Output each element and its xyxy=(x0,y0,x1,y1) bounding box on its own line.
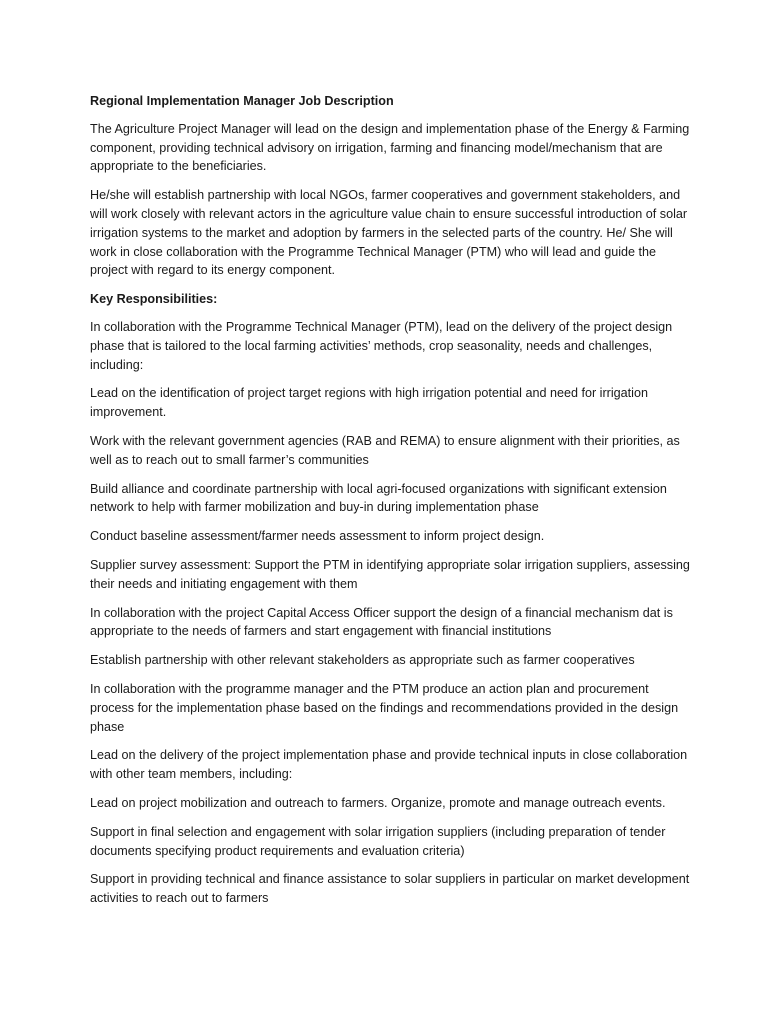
responsibility-paragraph: Lead on the identification of project target regions with high irrigation potential and need for irrigation improvement. xyxy=(90,386,648,420)
key-responsibilities-heading: Key Responsibilities: xyxy=(90,292,218,307)
responsibility-paragraph: Work with the relevant government agencies (RAB and REMA) to ensure alignment with their priorities, as well as to reach out to small farmer’s communities xyxy=(90,433,680,467)
responsibility-paragraph: Lead on project mobilization and outreach to farmers. Organize, promote and manage outreach events. xyxy=(90,795,666,810)
responsibility-paragraph: Establish partnership with other relevant stakeholders as appropriate such as farmer cooperatives xyxy=(90,653,635,668)
responsibility-paragraph: Build alliance and coordinate partnership with local agri-focused organizations with significant extension network to help with farmer mobilization and buy-in during implementation phase xyxy=(90,481,667,515)
document-page xyxy=(90,92,690,918)
intro-paragraph: The Agriculture Project Manager will lead on the design and implementation phase of the Energy & Farming component, providing technical advisory on irrigation, farming and financing model/mechanism that are appropriate to the beneficiaries. xyxy=(90,121,690,174)
document-title: Regional Implementation Manager Job Description xyxy=(90,94,394,108)
intro-paragraph: He/she will establish partnership with local NGOs, farmer cooperatives and government stakeholders, and will work closely with relevant actors in the agriculture value chain to ensure successful introduction of solar irrigation systems to the market and adoption by farmers in the selected parts of the country. He/ She will work in close collaboration with the Programme Technical Manager (PTM) who will lead and guide the project with regard to its energy component. xyxy=(90,188,688,278)
responsibility-paragraph: Lead on the delivery of the project implementation phase and provide technical inputs in close collaboration with other team members, including: xyxy=(90,748,688,782)
responsibility-paragraph: Supplier survey assessment: Support the PTM in identifying appropriate solar irrigation suppliers, assessing their needs and initiating engagement with them xyxy=(90,557,690,591)
responsibility-paragraph: In collaboration with the programme manager and the PTM produce an action plan and procurement process for the implementation phase based on the findings and recommendations provided in the design phase xyxy=(90,681,679,734)
responsibility-paragraph: In collaboration with the Programme Technical Manager (PTM), lead on the delivery of the project design phase that is tailored to the local farming activities’ methods, crop seasonality, needs and challenges, including: xyxy=(90,319,673,372)
responsibility-paragraph: Conduct baseline assessment/farmer needs assessment to inform project design. xyxy=(90,529,545,544)
responsibility-paragraph: Support in final selection and engagement with solar irrigation suppliers (including preparation of tender documents specifying product requirements and evaluation criteria) xyxy=(90,824,666,858)
responsibility-paragraph: Support in providing technical and finance assistance to solar suppliers in particular on market development activities to reach out to farmers xyxy=(90,872,690,906)
responsibility-paragraph: In collaboration with the project Capital Access Officer support the design of a financial mechanism dat is appropriate to the needs of farmers and start engagement with financial institutions xyxy=(90,605,673,639)
